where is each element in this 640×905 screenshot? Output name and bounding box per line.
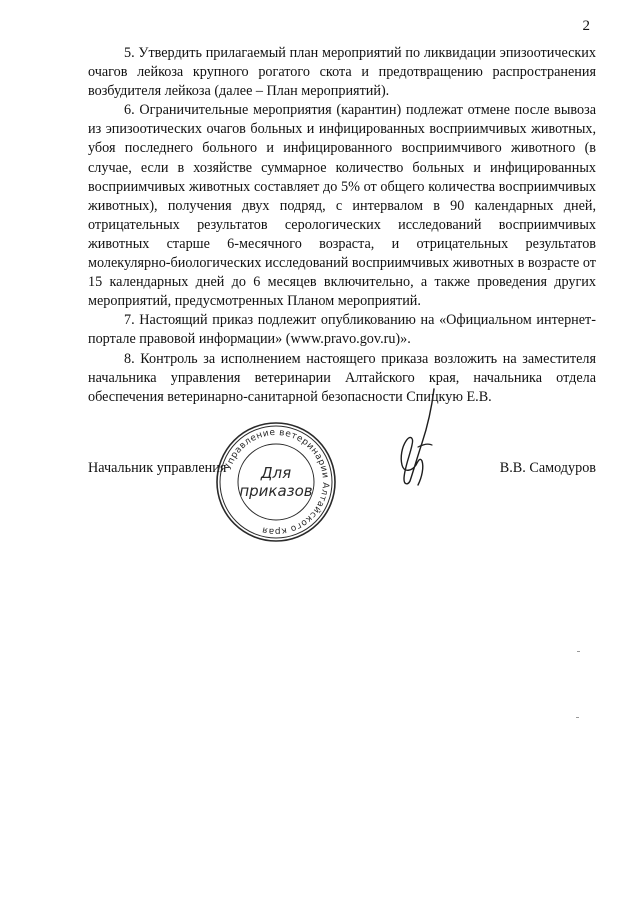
signatory-role: Начальник управления [88,460,227,476]
scan-speck [577,651,580,652]
paragraph-6: 6. Ограничительные мероприятия (карантин) подлежат отмене после вывоза из эпизоотических очагов больных и инфицированных восприимчивых животных, убоя последнего больного и инфицированного восприимчивого животного (в случае, если в хозяйстве суммарное количество больных и инфицированных восприимчивых животных составляет до 5% от общего количества восприимчивых животных), получения двух подряд, с интервалом в 90 календарных дней, отрицательных результатов серологических исследований восприимчивых животных старше 6-месячного возраста, и отрицательных результатов молекулярно-биологических исследований восприимчивых животных в возрасте от 15 календарных дней до 6 месяцев включительно, а также проведения других мероприятий, предусмотренных Планом мероприятий. [88,102,596,310]
stamp-ring-text: Управление ветеринарии Алтайского края [223,427,331,537]
scan-speck [576,717,579,718]
official-stamp [214,420,338,544]
handwritten-signature [388,385,448,495]
page-number: 2 [582,18,590,34]
stamp-center-line2: приказов [239,482,313,500]
paragraph-7: 7. Настоящий приказ подлежит опубликованию на «Официальном интернет-портале правовой информации» (www.pravo.gov.ru)». [88,312,596,348]
signatory-name: В.В. Самодуров [499,460,596,476]
order-body [88,44,596,407]
paragraph-5: 5. Утвердить прилагаемый план мероприятий по ликвидации эпизоотических очагов лейкоза крупного рогатого скота и предотвращению распространения возбудителя лейкоза (далее – План мероприятий). [88,45,596,100]
stamp-center-line1: Для [260,464,292,482]
paragraph-8: 8. Контроль за исполнением настоящего приказа возложить на заместителя начальника управления ветеринарии Алтайского края, начальника отдела обеспечения ветеринарно-санитарной безопасности Спицкую Е.В. [88,350,596,405]
